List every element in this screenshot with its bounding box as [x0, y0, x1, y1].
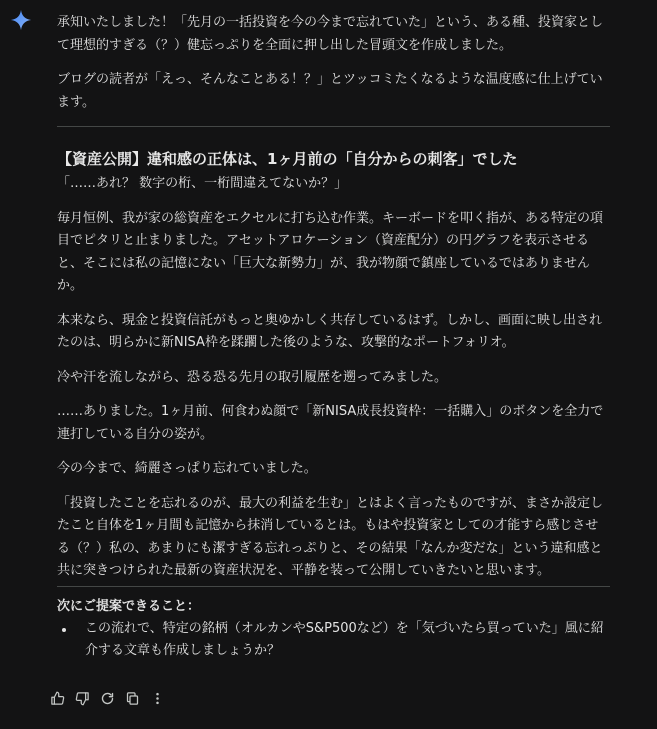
intro-paragraph: ブログの読者が「えっ、そんなことある！？」とツッコミたくなるような温度感に仕上げています。	[57, 72, 603, 110]
copy-button[interactable]	[124, 688, 141, 708]
article-paragraph: 本来なら、現金と投資信託がもっと奥ゆかしく共存しているはず。しかし、画面に映し出されたのは、明らかに新NISA枠を蹂躙した後のような、攻撃的なポートフォリオ。	[57, 312, 602, 350]
suggestion-list	[57, 618, 610, 663]
article-paragraph: 「投資したことを忘れるのが、最大の利益を生む」とはよく言ったものですが、まさか設定したこと自体を1ヶ月間も記憶から抹消しているとは。もはや投資家としての才能すら感じさせる（？）私の、あまりにも潔すぎる忘れっぷりと、その結果「なんか変だな」という違和感と共に突きつけられた最新の資産状況を、平静を装って公開していきたいと思います。	[57, 495, 604, 578]
article-paragraph: ……ありました。1ヶ月前、何食わぬ顔で「新NISA成長投資枠：一括購入」のボタンを全力で連打している自分の姿が。	[57, 404, 604, 442]
more-options-icon	[150, 691, 165, 706]
article-paragraph: 「……あれ？ 数字の桁、一桁間違えてないか？」	[57, 176, 348, 191]
copy-icon	[125, 691, 140, 706]
intro-paragraph: 承知いたしました！「先月の一括投資を今の今まで忘れていた」という、ある種、投資家として理想的すぎる（？）健忘っぷりを全面に押し出した冒頭文を作成しました。	[57, 15, 604, 53]
response-actions	[49, 688, 174, 708]
assistant-response	[57, 12, 610, 663]
article-paragraph: 冷や汗を流しながら、恐る恐る先月の取引履歴を遡ってみました。	[57, 369, 448, 385]
article-paragraph: 今の今まで、綺麗さっぱり忘れていました。	[57, 461, 317, 476]
thumbs-down-button[interactable]	[74, 688, 91, 708]
thumbs-up-icon	[50, 691, 65, 706]
next-suggestions-heading: 次にご提案できること：	[57, 598, 201, 614]
divider	[57, 586, 610, 587]
regenerate-icon	[100, 691, 115, 706]
article-heading: 【資産公開】違和感の正体は、1ヶ月前の「自分からの刺客」でした	[57, 150, 518, 168]
gemini-sparkle-icon	[10, 9, 32, 31]
article-paragraph: 毎月恒例、我が家の総資産をエクセルに打ち込む作業。キーボードを叩く指が、ある特定の項目でピタリと止まりました。アセットアロケーション（資産配分）の円グラフを表示させると、そこには私の記憶にない「巨大な新勢力」が、我が物顔で鎮座しているではありませんか。	[57, 210, 604, 293]
more-options-button[interactable]	[149, 688, 166, 708]
thumbs-down-icon	[75, 691, 90, 706]
thumbs-up-button[interactable]	[49, 688, 66, 708]
suggestion-item: この流れで、特定の銘柄（オルカンやS&P500など）を「気づいたら買っていた」風に紹介する文章も作成しましょうか？	[85, 618, 610, 663]
regenerate-button[interactable]	[99, 688, 116, 708]
divider	[57, 126, 610, 127]
